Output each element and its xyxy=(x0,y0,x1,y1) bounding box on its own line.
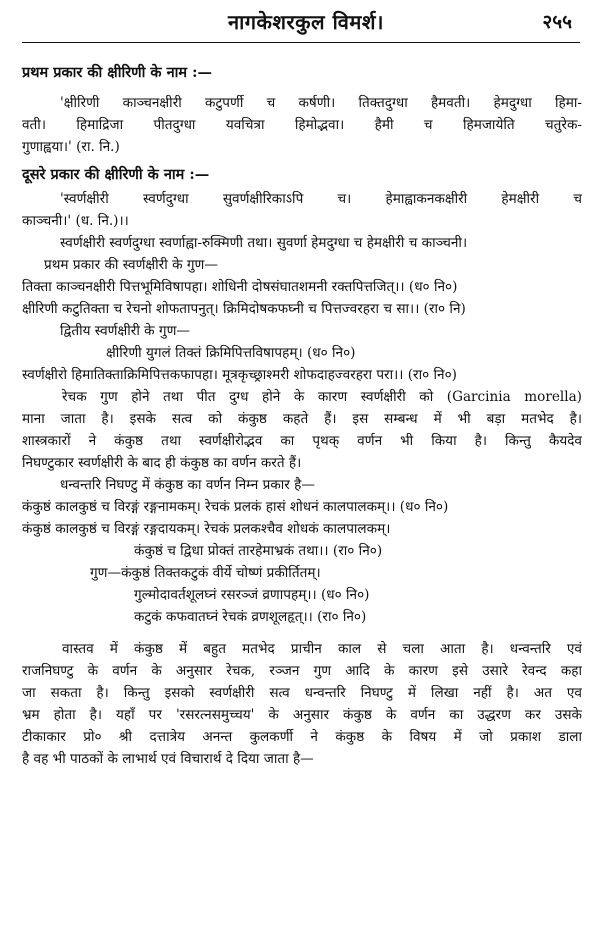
verse-line: क्षीरिणी कटुतिक्ता च रेचनो शोफतापनुत्। क्रिमिदोषकफघ्नी च पित्तज्वरहरा च सा।। (रा० नि) xyxy=(22,301,466,317)
verse-line: कंकुष्ठं कालकुष्ठं च विरङ्गं रङ्गदायकम्। रेचकं प्रलकश्चैव शोधकं कालपालकम्। xyxy=(22,521,391,537)
verse-line: वती। हिमाद्रिजा पीतदुग्धा यवचित्रा हिमोद्भवा। हैमी च हिमजायेति चतुरेक- xyxy=(22,117,582,133)
verse-line: गुल्मोदावर्तशूलघ्नं रसरञ्जं व्रणापहम्।। (ध० नि०) xyxy=(134,587,370,603)
paragraph-line: भ्रम होता है। यहाँ पर 'रसरत्नसमुच्चय' के अनुसार कंकुष्ठ के वर्णन का उद्धरण कर उसके xyxy=(22,707,582,723)
verse-line: क्षीरिणी युगलं तिक्तं क्रिमिपित्तविषापहम्। (ध० नि०) xyxy=(106,345,356,361)
paragraph-line: है वह भी पाठकों के लाभार्थ एवं विचारार्थ दे दिया जाता है— xyxy=(22,751,314,767)
paragraph-line: धन्वन्तरि निघण्टु में कंकुष्ठ का वर्णन निम्न प्रकार है— xyxy=(60,477,315,493)
paragraph-line: रेचक गुण होने तथा पीत दुग्ध होने के कारण स्वर्णक्षीरी को (Garcinia morella) xyxy=(62,389,582,405)
section-heading-first-kshirini: प्रथम प्रकार की क्षीरिणी के नाम :— xyxy=(22,64,212,81)
section-heading-second-kshirini: दूसरे प्रकार की क्षीरिणी के नाम :— xyxy=(22,166,210,183)
page-number: २५५ xyxy=(542,11,572,33)
page-body xyxy=(22,62,582,770)
paragraph-line: निघण्टुकार स्वर्णक्षीरी के बाद ही कंकुष्ठ का वर्णन करते हैं। xyxy=(22,455,302,471)
gun-heading-line: गुण—कंकुष्ठं तिक्तकटुकं वीर्ये चोष्णं प्रकीर्तितम्। xyxy=(90,565,321,581)
verse-line: स्वर्णक्षीरो हिमातिक्ताक्रिमिपित्तकफापहा। मूत्रकृच्छ्राश्मरी शोफदाहज्वरहरा परा।। (रा० नि०) xyxy=(22,367,457,383)
verse-line: कटुकं कफवातघ्नं रेचकं व्रणशूलहृत्।। (रा० नि०) xyxy=(134,609,367,625)
verse-line: गुणाह्वया।' (रा. नि.) xyxy=(22,139,120,155)
paragraph-line: राजनिघण्टु के वर्णन के अनुसार रेचक, रञ्जन गुण आदि के कारण इसे उसारे रेवन्द कहा xyxy=(22,663,582,679)
paragraph-line: जा सकता है। किन्तु इसको स्वर्णक्षीरी सत्व धन्वन्तरि निघण्टु में लिखा नहीं है। अत एव xyxy=(22,685,582,701)
subheading-first-gun: प्रथम प्रकार की स्वर्णक्षीरी के गुण— xyxy=(44,257,218,273)
paragraph-line: माना जाता है। इसके सत्व को कंकुष्ठ कहते हैं। इस सम्बन्ध में भी बड़ा मतभेद है। xyxy=(22,411,582,427)
verse-line: 'क्षीरिणी काञ्चनक्षीरी कटुपर्णी च कर्षणी। तिक्तदुग्धा हैमवती। हेमदुग्धा हिमा- xyxy=(60,95,582,111)
header-rule xyxy=(22,42,580,43)
paragraph-line: टीकाकार प्रो० श्री दत्तात्रेय अनन्त कुलकर्णी ने कंकुष्ठ के विषय में जो प्रकाश डाला xyxy=(22,729,582,745)
verse-line: कंकुष्ठं च द्विधा प्रोक्तं तारहेमाभ्रकं तथा।। (रा० नि०) xyxy=(134,543,383,559)
verse-line: स्वर्णक्षीरी स्वर्णदुग्धा स्वर्णाह्वा-रुक्मिणी तथा। सुवर्णा हेमदुग्धा च हेमक्षीरी च काञ्चनी। xyxy=(60,235,468,251)
verse-line: कंकुष्ठं कालकुष्ठं च विरङ्गं रङ्गनामकम्। रेचकं प्रलकं हासं शोधनं कालपालकम्।। (ध० नि०) xyxy=(22,499,449,515)
paragraph-line: वास्तव में कंकुष्ठ में बहुत मतभेद प्राचीन काल से चला आता है। धन्वन्तरि एवं xyxy=(62,641,582,657)
running-title: नागकेशरकुल विमर्श। xyxy=(228,10,385,34)
subheading-second-gun: द्वितीय स्वर्णक्षीरी के गुण— xyxy=(60,323,190,339)
paragraph-line: शास्त्रकारों ने कंकुष्ठ तथा स्वर्णक्षीरोद्भव का पृथक् वर्णन भी किया है। किन्तु कैयदेव xyxy=(22,433,582,449)
page-header xyxy=(0,0,600,44)
verse-line: काञ्चनी।' (ध. नि.)।। xyxy=(22,213,129,229)
verse-line: तिक्ता काञ्चनक्षीरी पित्तभूमिविषापहा। शोधिनी दोषसंघातशमनी रक्तपित्तजित्।। (ध० नि०) xyxy=(22,279,458,295)
verse-line: 'स्वर्णक्षीरी स्वर्णदुग्धा सुवर्णक्षीरिकाऽपि च। हेमाह्वाकनकक्षीरी हेमक्षीरी च xyxy=(60,191,582,207)
